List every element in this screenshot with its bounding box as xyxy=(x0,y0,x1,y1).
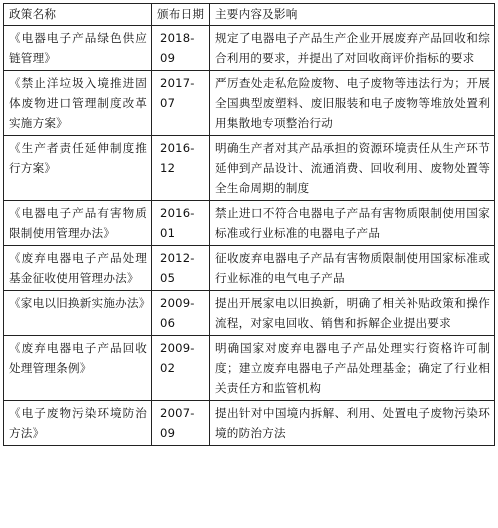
policy-name-cell: 《废弃电器电子产品回收处理管理条例》 xyxy=(4,336,152,401)
table-row xyxy=(4,71,495,136)
table-row xyxy=(4,401,495,446)
issue-date-cell: 2018-09 xyxy=(152,26,210,71)
content-cell: 禁止进口不符合电器电子产品有害物质限制使用国家标准或行业标准的电器电子产品 xyxy=(210,201,495,246)
issue-date-cell: 2009-02 xyxy=(152,336,210,401)
table-row xyxy=(4,201,495,246)
issue-date-cell: 2016-12 xyxy=(152,136,210,201)
policy-name-cell: 《电器电子产品有害物质限制使用管理办法》 xyxy=(4,201,152,246)
policy-name-cell: 《生产者责任延伸制度推行方案》 xyxy=(4,136,152,201)
policy-table xyxy=(3,3,495,446)
content-cell: 明确国家对废弃电器电子产品处理实行资格许可制度；建立废弃电器电子产品处理基金；确定了行业相关责任方和监管机构 xyxy=(210,336,495,401)
content-cell: 规定了电器电子产品生产企业开展废弃产品回收和综合利用的要求，并提出了对回收商评价指标的要求 xyxy=(210,26,495,71)
table-row xyxy=(4,26,495,71)
policy-table-container xyxy=(3,3,495,446)
table-header-row xyxy=(4,4,495,26)
table-row xyxy=(4,246,495,291)
table-row xyxy=(4,136,495,201)
issue-date-cell: 2017-07 xyxy=(152,71,210,136)
policy-name-cell: 《家电以旧换新实施办法》 xyxy=(4,291,152,336)
content-cell: 提出开展家电以旧换新，明确了相关补贴政策和操作流程，对家电回收、销售和拆解企业提出要求 xyxy=(210,291,495,336)
header-issue-date: 颁布日期 xyxy=(152,4,210,26)
header-main-content: 主要内容及影响 xyxy=(210,4,495,26)
issue-date-cell: 2009-06 xyxy=(152,291,210,336)
content-cell: 提出针对中国境内拆解、利用、处置电子废物污染环境的防治方法 xyxy=(210,401,495,446)
policy-name-cell: 《禁止洋垃圾入境推进固体废物进口管理制度改革实施方案》 xyxy=(4,71,152,136)
policy-name-cell: 《废弃电器电子产品处理基金征收使用管理办法》 xyxy=(4,246,152,291)
content-cell: 严厉查处走私危险废物、电子废物等违法行为；开展全国典型废塑料、废旧服装和电子废物等堆放处置利用集散地专项整治行动 xyxy=(210,71,495,136)
table-row xyxy=(4,336,495,401)
header-policy-name: 政策名称 xyxy=(4,4,152,26)
policy-name-cell: 《电器电子产品绿色供应链管理》 xyxy=(4,26,152,71)
table-row xyxy=(4,291,495,336)
policy-name-cell: 《电子废物污染环境防治方法》 xyxy=(4,401,152,446)
issue-date-cell: 2007-09 xyxy=(152,401,210,446)
issue-date-cell: 2012-05 xyxy=(152,246,210,291)
content-cell: 征收废弃电器电子产品有害物质限制使用国家标准或行业标准的电气电子产品 xyxy=(210,246,495,291)
content-cell: 明确生产者对其产品承担的资源环境责任从生产环节延伸到产品设计、流通消费、回收利用、废物处置等全生命周期的制度 xyxy=(210,136,495,201)
issue-date-cell: 2016-01 xyxy=(152,201,210,246)
